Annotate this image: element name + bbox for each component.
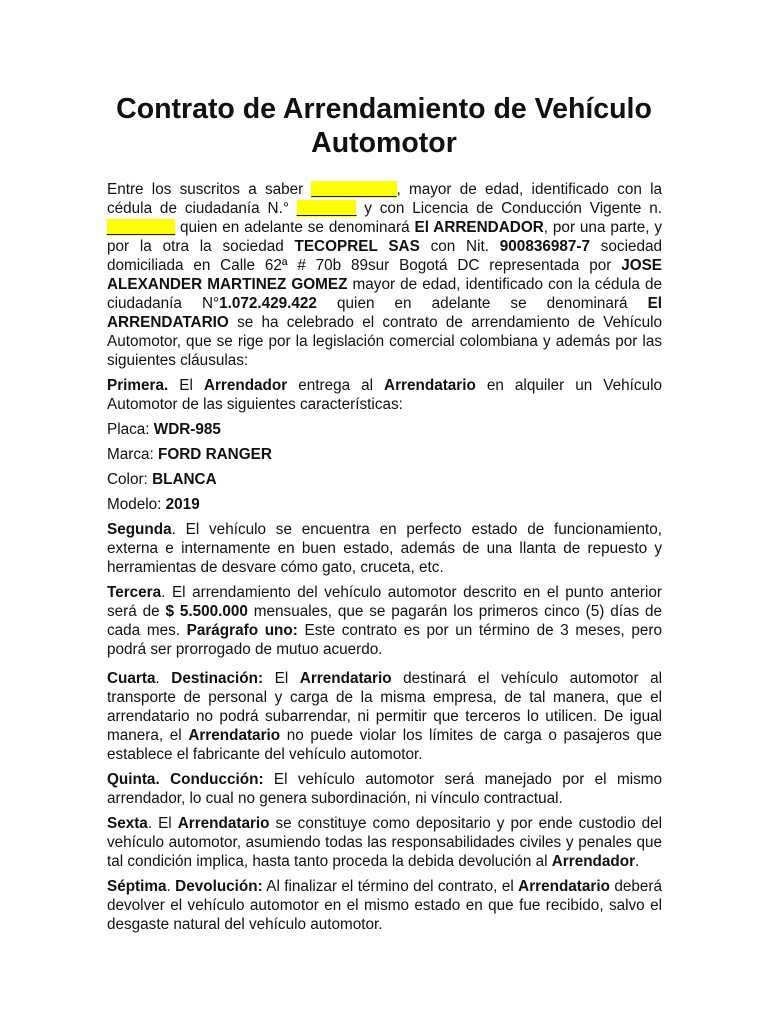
name-blank: __________ <box>311 181 397 198</box>
field-value: BLANCA <box>152 471 217 488</box>
vehicle-placa <box>107 420 662 439</box>
intro-text: mayor de edad, identificado con la cédula de ciudadanía N° <box>107 276 662 312</box>
clause-text: deberá devolver el vehículo automotor en el mismo estado en que fue recibido, salvo el desgaste natural del vehículo automotor. <box>107 878 662 933</box>
clause-text: en alquiler un Vehículo Automotor de las siguientes características: <box>107 377 662 413</box>
field-value: 2019 <box>165 496 200 513</box>
clause-text: . <box>635 853 640 870</box>
intro-text: quien en adelante se denominará <box>316 295 648 312</box>
clause-subtitle: Destinación: <box>171 670 264 687</box>
intro-text: y con Licencia de Conducción Vigente n. <box>356 200 662 217</box>
clause-bold-term: Arrendador <box>203 377 288 394</box>
representative-cedula: 1.072.429.422 <box>219 295 317 312</box>
clause-cuarta <box>107 669 662 764</box>
vehicle-marca <box>107 445 662 464</box>
intro-text: , mayor de edad, identificado con la cédula de ciudadanía N.° <box>107 181 662 217</box>
company-name: TECOPREL SAS <box>294 238 420 255</box>
clause-text: El <box>263 670 300 687</box>
intro-text: sociedad domiciliada en Calle 62ª # 70b 89sur Bogotá DC representada por <box>107 238 663 274</box>
vehicle-color <box>107 470 662 489</box>
intro-text: se ha celebrado el contrato de arrendamiento de Vehículo Automotor, que se rige por la legislación comercial colombiana y además por las siguientes cláusulas: <box>107 314 662 369</box>
intro-text: con Nit. <box>419 238 500 255</box>
clause-primera <box>107 376 662 414</box>
arrendador-term: El ARRENDADOR <box>414 219 544 236</box>
clause-text: El vehículo automotor será manejado por el mismo arrendador, lo cual no genera subordinación, ni vínculo contractual. <box>107 771 662 807</box>
field-value: FORD RANGER <box>158 446 272 463</box>
intro-text: , por una parte, y por la otra la sociedad <box>107 219 663 255</box>
field-label: Modelo: <box>107 496 166 513</box>
intro-paragraph <box>107 180 662 370</box>
clause-bold-term: Arrendatario <box>299 670 392 687</box>
clause-label: Cuarta <box>107 670 156 687</box>
clause-text: . El arrendamiento del vehículo automotor descrito en el punto anterior será de <box>107 584 662 620</box>
clause-bold-term: Arrendatario <box>384 377 476 394</box>
document-body <box>107 180 662 940</box>
clause-segunda <box>107 520 662 577</box>
cedula-blank: _______ <box>296 200 357 217</box>
field-label: Placa: <box>107 421 154 438</box>
clause-text: mensuales, que se pagarán los primeros cinco (5) días de cada mes. <box>107 603 662 639</box>
clause-text: se constituye como depositario y por ende custodio del vehículo automotor, asumiendo todas las responsabilidades civiles y penales que tal condición implica, hasta tanto proceda la debida devolución al <box>107 815 662 870</box>
document-title: Contrato de Arrendamiento de Vehículo Automotor <box>116 93 652 159</box>
clause-text: . <box>155 670 172 687</box>
clause-label: Séptima <box>107 878 167 895</box>
paragraph-label: Parágrafo uno: <box>186 622 298 639</box>
clause-text: Este contrato es por un término de 3 meses, pero podrá ser prorrogado de mutuo acuerdo. <box>107 622 663 658</box>
field-value: WDR-985 <box>153 421 221 438</box>
clause-text: Al finalizar el término del contrato, el <box>262 878 519 895</box>
clause-subtitle: Devolución: <box>175 878 263 895</box>
field-label: Color: <box>107 471 153 488</box>
clause-label: Primera. <box>107 377 169 394</box>
clause-text: . El <box>147 815 178 832</box>
clause-bold-term: Arrendatario <box>188 727 281 744</box>
clause-quinta <box>107 770 662 808</box>
representative-name: JOSE ALEXANDER MARTINEZ GOMEZ <box>107 257 662 293</box>
clause-text: destinará el vehículo automotor al transporte de personal y carga de la misma empresa, de tal manera, que el arrendatario no podrá subarrendar, ni permitir que terceros lo utilicen. De igual manera, el <box>107 670 662 744</box>
clause-text: entrega al <box>287 377 385 394</box>
clause-text: El <box>168 377 204 394</box>
clause-text: . <box>166 878 176 895</box>
clause-text: no puede violar los límites de carga o pasajeros que establece el fabricante del vehículo automotor. <box>107 727 662 763</box>
clause-bold-term: Arrendatario <box>518 878 610 895</box>
clause-tercera <box>107 583 662 659</box>
clause-label: Tercera <box>107 584 162 601</box>
field-label: Marca: <box>107 446 158 463</box>
arrendatario-term: El ARRENDATARIO <box>107 295 663 331</box>
clause-label: Quinta. Conducción: <box>107 771 264 788</box>
company-nit: 900836987-7 <box>499 238 590 255</box>
vehicle-modelo <box>107 495 662 514</box>
clause-label: Sexta <box>107 815 148 832</box>
intro-text: quien en adelante se denominará <box>175 219 415 236</box>
clause-bold-term: Arrendador <box>551 853 636 870</box>
clause-text: . El vehículo se encuentra en perfecto estado de funcionamiento, externa e internamente en buen estado, además de una llanta de repuesto y herramientas de desvare cómo gato, cruceta, etc. <box>107 521 662 576</box>
license-blank: ________ <box>107 219 176 236</box>
rent-amount: $ 5.500.000 <box>165 603 248 620</box>
clause-septima <box>107 877 662 934</box>
clause-sexta <box>107 814 662 871</box>
clause-label: Segunda <box>107 521 172 538</box>
intro-text: Entre los suscritos a saber <box>107 181 312 198</box>
clause-bold-term: Arrendatario <box>177 815 270 832</box>
